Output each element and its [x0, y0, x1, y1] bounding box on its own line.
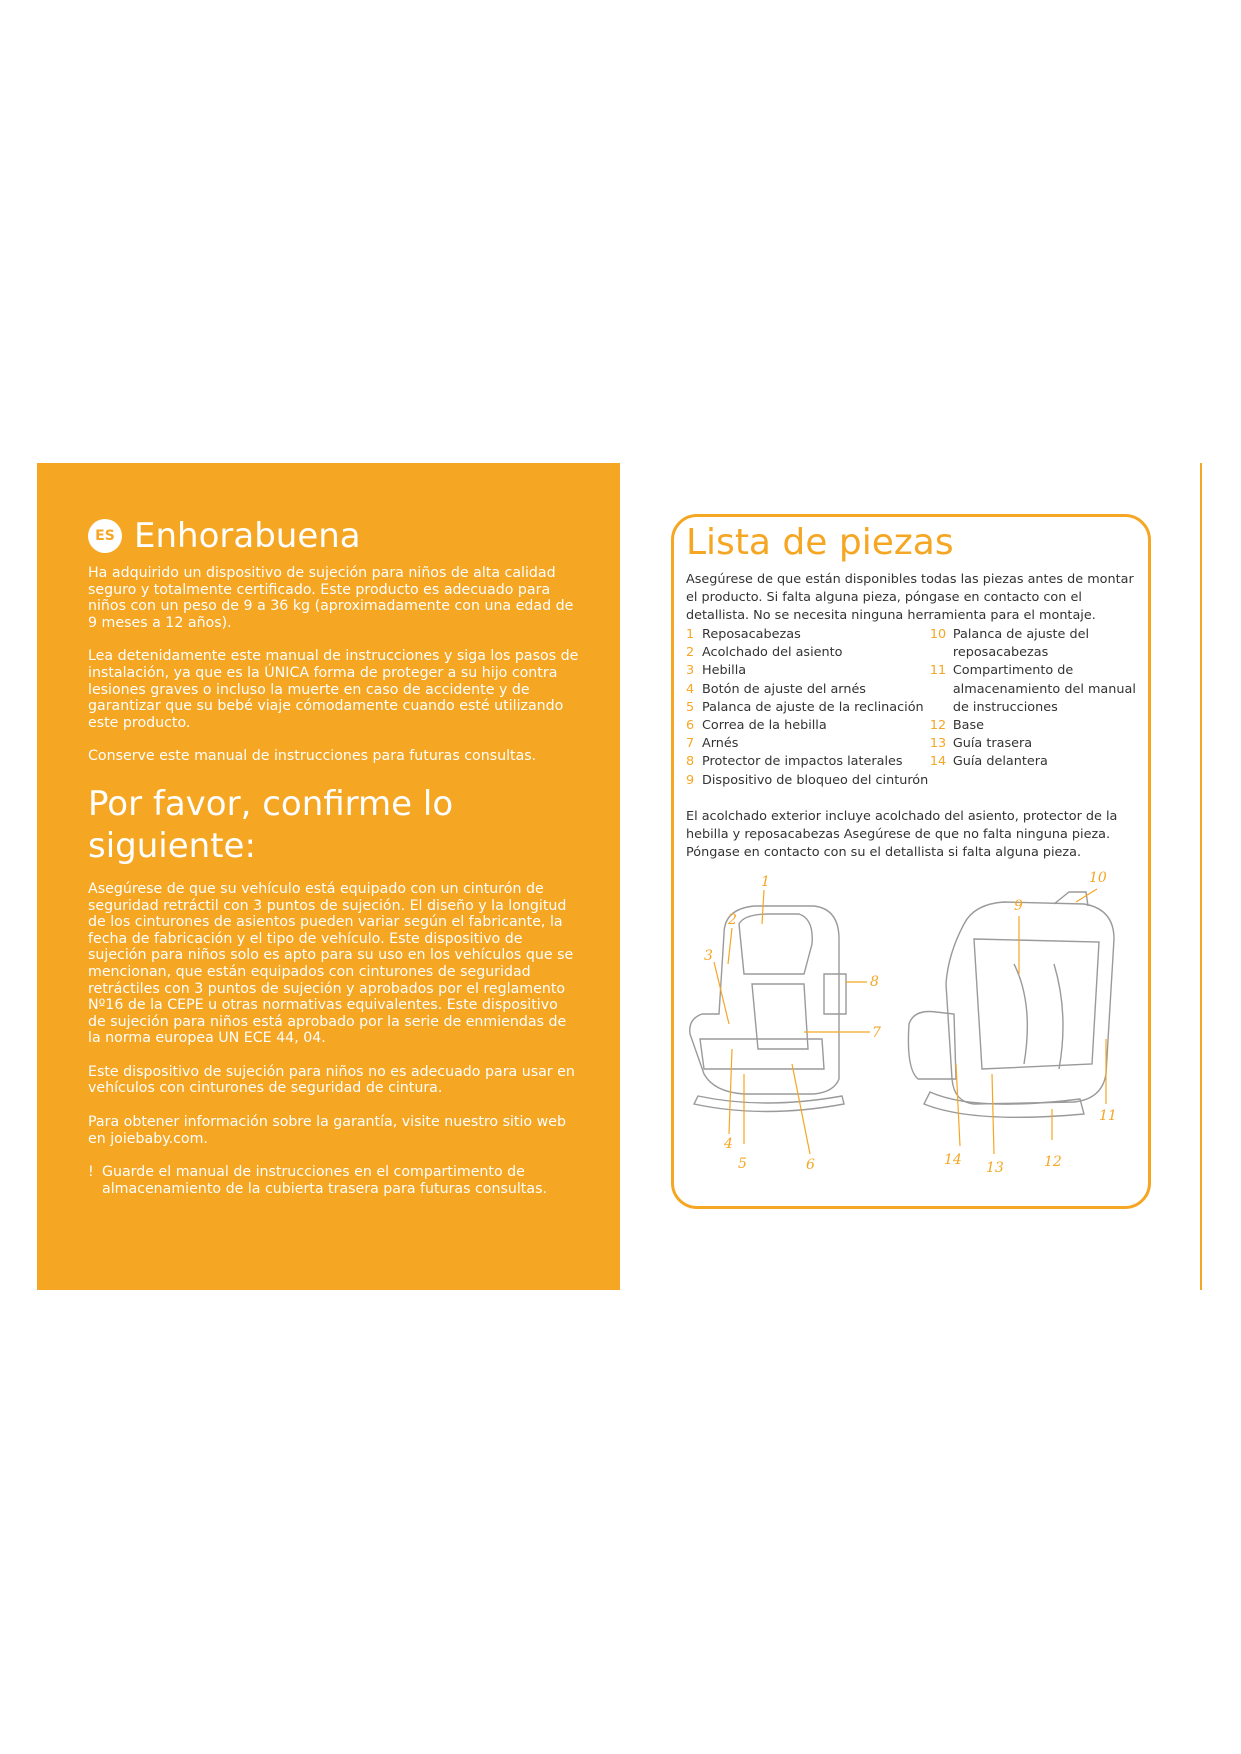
warning-icon: ! — [88, 1164, 94, 1181]
parts-list-item — [930, 717, 1138, 735]
part-number: 1 — [686, 627, 695, 642]
parts-list-item — [930, 753, 1138, 771]
part-label: Base — [952, 718, 985, 734]
part-label: Palanca de ajuste del reposacabezas — [952, 627, 1090, 661]
diagram-label-9: 9 — [1014, 898, 1023, 914]
parts-list-item — [686, 717, 930, 735]
part-label: Botón de ajuste del arnés — [702, 681, 866, 697]
part-number: 4 — [686, 681, 695, 697]
parts-outro: El acolchado exterior incluye acolchado del asiento, protector de la hebilla y reposacabezas Asegúrese de que no falta ninguna pieza. Póngase en contacto con su el detallista si falta alguna pieza. — [686, 808, 1118, 861]
part-label: Correa de la hebilla — [702, 718, 827, 734]
part-label: Dispositivo de bloqueo del cinturón — [702, 772, 929, 788]
parts-list — [686, 626, 1138, 790]
part-label: Guía delantera — [952, 754, 1048, 770]
parts-intro: Asegúrese de que están disponibles todas las piezas antes de montar el producto. Si falta alguna pieza, póngase en contacto con el detallista. No se necesita ninguna herramienta para el montaje. — [686, 572, 1134, 623]
part-label: Acolchado del asiento — [702, 645, 843, 661]
part-label: Arnés — [702, 736, 739, 752]
paragraph-vehicle-requirements: Asegúrese de que su vehículo está equipado con un cinturón de seguridad retráctil con 3 puntos de sujeción. El diseño y la longitud de los cinturones de asientos pueden variar según el fabricante, la fecha de fabricación y el tipo de vehículo. Este dispositivo de sujeción para niños solo es apto para su uso en los vehículos que se mencionan, que están equipados con cinturones de seguridad retráctiles con 3 puntos de sujeción y aprobados por el reglamento Nº16 de la CEPE u otras normativas equivalentes. Este dispositivo de sujeción para niños está aprobado por la serie de enmiendas de la norma europea UN ECE 44, 04. — [88, 880, 574, 1047]
parts-list-item — [686, 681, 930, 699]
paragraph-purchase: Ha adquirido un dispositivo de sujeción para niños de alta calidad seguro y totalmente certificado. Este producto es adecuado para niños con un peso de 9 a 36 kg (aproximadamente con una edad de 9 meses a 12 años). — [88, 565, 574, 631]
parts-column-2 — [930, 626, 1138, 790]
diagram-label-14: 14 — [944, 1152, 962, 1168]
parts-list-item — [930, 626, 1138, 662]
part-number: 5 — [686, 699, 695, 715]
part-number: 6 — [686, 718, 695, 734]
diagram-label-8: 8 — [870, 974, 879, 990]
paragraph-warranty: Para obtener información sobre la garantía, visite nuestro sitio web en joiebaby.com. — [88, 1114, 566, 1147]
diagram-label-13: 13 — [986, 1160, 1004, 1176]
warning-text: Guarde el manual de instrucciones en el compartimento de almacenamiento de la cubierta trasera para futuras consultas. — [102, 1164, 547, 1197]
part-number: 12 — [929, 718, 947, 734]
diagram-label-10: 10 — [1089, 870, 1107, 886]
part-number: 7 — [686, 736, 695, 752]
diagram-label-3: 3 — [704, 948, 713, 964]
part-label: Palanca de ajuste de la reclinación — [702, 699, 924, 715]
heading-row — [88, 516, 580, 556]
intro-panel — [37, 463, 620, 1290]
parts-list-item — [930, 662, 1138, 717]
warning-note — [88, 1164, 580, 1197]
part-number: 3 — [686, 663, 695, 679]
diagram-label-6: 6 — [806, 1157, 815, 1173]
part-number: 10 — [929, 627, 947, 642]
parts-column-1 — [686, 626, 930, 790]
parts-list-item — [686, 753, 930, 771]
diagram-label-12: 12 — [1044, 1154, 1062, 1170]
parts-list-item — [686, 699, 930, 717]
parts-list-box — [671, 514, 1151, 1209]
parts-list-item — [686, 626, 930, 644]
language-badge: ES — [88, 519, 122, 553]
parts-list-item — [930, 735, 1138, 753]
parts-list-item — [686, 772, 930, 790]
part-number: 2 — [686, 645, 695, 661]
diagram-label-11: 11 — [1099, 1108, 1117, 1124]
car-seat-rear-drawing — [908, 892, 1114, 1117]
diagram-label-7: 7 — [872, 1025, 881, 1041]
callout-labels — [704, 870, 1117, 1176]
diagram-label-4: 4 — [724, 1136, 733, 1152]
car-seat-front-drawing — [690, 906, 846, 1112]
paragraph-lap-belt: Este dispositivo de sujeción para niños no es adecuado para usar en vehículos con cinturones de seguridad de cintura. — [88, 1063, 575, 1097]
parts-list-item — [686, 644, 930, 662]
diagram-label-1: 1 — [761, 874, 770, 890]
diagram-label-5: 5 — [738, 1156, 747, 1172]
confirm-heading: Por favor, confirme lo siguiente: — [88, 783, 454, 866]
part-label: Hebilla — [702, 663, 747, 679]
diagram-label-2: 2 — [728, 912, 737, 928]
paragraph-keep-manual: Conserve este manual de instrucciones para futuras consultas. — [88, 748, 537, 765]
page-title: Enhorabuena — [134, 516, 361, 556]
page-edge-divider — [1200, 463, 1202, 1290]
paragraph-read-manual: Lea detenidamente este manual de instrucciones y siga los pasos de instalación, ya que es la ÚNICA forma de proteger a su hijo contra lesiones graves o incluso la muerte en caso de accidente y de garantizar que su bebé viaje cómodamente cuando esté utilizando este producto. — [88, 648, 579, 731]
part-number: 13 — [929, 736, 947, 752]
part-number: 14 — [929, 754, 947, 770]
parts-list-item — [686, 662, 930, 680]
part-label: Protector de impactos laterales — [702, 754, 903, 770]
part-label: Guía trasera — [952, 736, 1033, 752]
part-number: 8 — [686, 754, 695, 770]
part-label: Reposacabezas — [702, 627, 801, 642]
part-number: 11 — [929, 663, 947, 679]
part-label: Compartimento de almacenamiento del manual de instrucciones — [952, 663, 1136, 715]
parts-title: Lista de piezas — [686, 522, 954, 563]
part-number: 9 — [686, 772, 695, 788]
car-seat-diagram — [674, 864, 1148, 1204]
parts-list-item — [686, 735, 930, 753]
